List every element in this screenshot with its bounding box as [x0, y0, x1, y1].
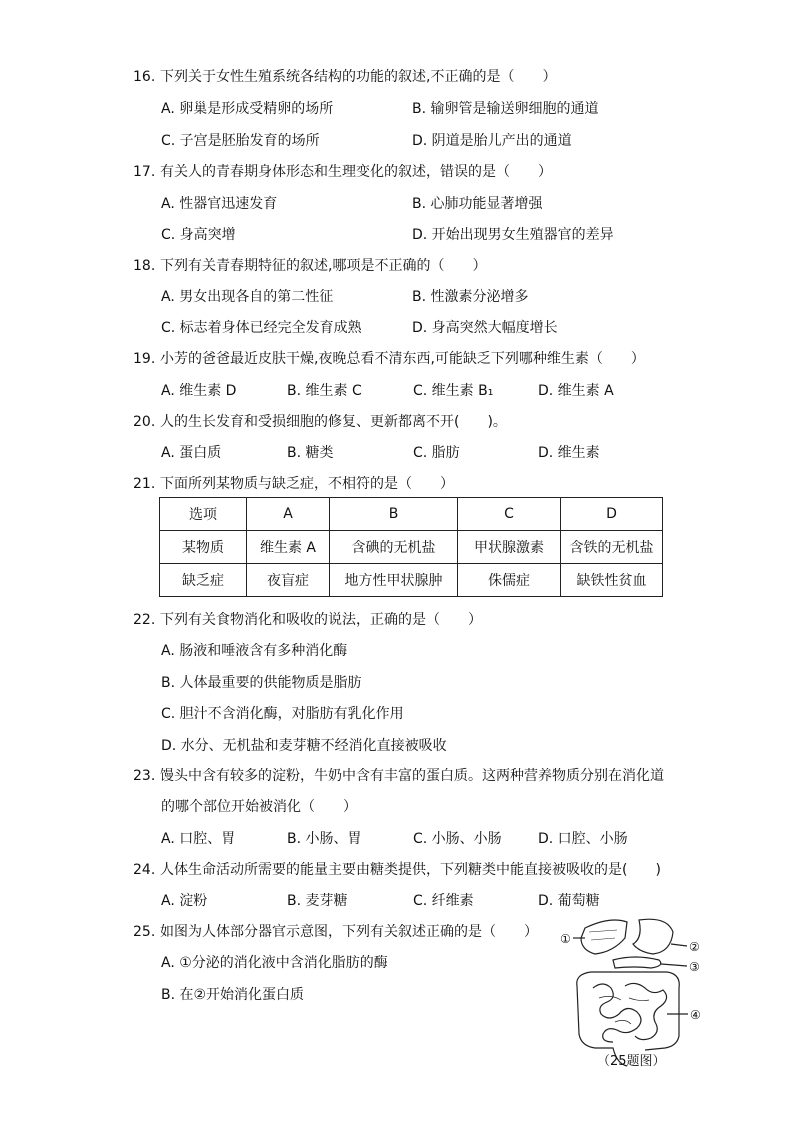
question-number: 20. — [133, 414, 156, 430]
question-stem: 有关人的青春期身体形态和生理变化的叙述，错误的是（ ） — [160, 164, 552, 180]
table-cell: 地方性甲状腺肿 — [330, 564, 458, 597]
table-cell: 缺铁性贫血 — [561, 564, 663, 597]
option-c: C. 维生素 B₁ — [413, 383, 494, 399]
option-d: D. 维生素 — [538, 445, 600, 461]
question-stem-continued: 的哪个部位开始被消化（ ） — [161, 799, 357, 815]
table-cell: 夜盲症 — [247, 564, 330, 597]
option-a: A. ①分泌的消化液中含消化脂肪的酶 — [161, 955, 388, 971]
question-stem: 人的生长发育和受损细胞的修复、更新都离不开( )。 — [160, 414, 507, 430]
table-row — [160, 498, 663, 531]
option-b: B. 在②开始消化蛋白质 — [161, 987, 305, 1003]
stomach-shape — [633, 919, 673, 954]
question-number: 19. — [133, 351, 156, 367]
table-cell: 含铁的无机盐 — [561, 531, 663, 564]
question-stem: 如图为人体部分器官示意图，下列有关叙述正确的是（ ） — [160, 924, 538, 940]
option-d: D. 水分、无机盐和麦芽糖不经消化直接被吸收 — [161, 738, 447, 754]
table-row — [160, 531, 663, 564]
option-b: B. 心肺功能显著增强 — [412, 196, 543, 212]
figure-caption: （25题图） — [597, 1054, 666, 1069]
option-c: C. 脂肪 — [413, 445, 460, 461]
figure-label-3: ③ — [689, 960, 700, 974]
question-stem: 下列关于女性生殖系统各结构的功能的叙述,不正确的是（ ） — [160, 69, 557, 85]
option-c: C. 胆汁不含消化酶，对脂肪有乳化作用 — [161, 706, 404, 722]
table-cell: 甲状腺激素 — [458, 531, 561, 564]
question-number: 21. — [133, 476, 156, 492]
option-a: A. 肠液和唾液含有多种消化酶 — [161, 643, 348, 659]
question-23 — [133, 765, 664, 785]
option-a: A. 蛋白质 — [161, 445, 222, 461]
question-18 — [133, 255, 486, 275]
table-cell: D — [561, 498, 663, 531]
option-d: D. 口腔、小肠 — [538, 831, 628, 847]
table-cell: 缺乏症 — [160, 564, 247, 597]
question-number: 23. — [133, 768, 156, 784]
question-19 — [133, 348, 645, 368]
question-number: 22. — [133, 612, 156, 628]
question-stem: 人体生命活动所需要的能量主要由糖类提供，下列糖类中能直接被吸收的是( ) — [160, 862, 661, 878]
question-number: 18. — [133, 258, 156, 274]
option-b: B. 人体最重要的供能物质是脂肪 — [161, 675, 362, 691]
table-cell: A — [247, 498, 330, 531]
large-intestine-shape — [577, 972, 679, 1050]
option-b: B. 维生素 C — [287, 383, 362, 399]
question-24 — [133, 859, 661, 879]
question-number: 17. — [133, 164, 156, 180]
option-a: A. 淀粉 — [161, 893, 208, 909]
option-b: B. 性激素分泌增多 — [412, 289, 529, 305]
table-cell: 某物质 — [160, 531, 247, 564]
question-21 — [133, 473, 454, 493]
option-a: A. 性器官迅速发育 — [161, 196, 278, 212]
question-stem: 下列有关青春期特征的叙述,哪项是不正确的（ ） — [160, 258, 487, 274]
table-cell: 维生素 A — [247, 531, 330, 564]
table-cell: 侏儒症 — [458, 564, 561, 597]
option-b: B. 糖类 — [287, 445, 334, 461]
option-c: C. 标志着身体已经完全发育成熟 — [161, 320, 362, 336]
question-22 — [133, 609, 482, 629]
table-row — [160, 564, 663, 597]
question-number: 16. — [133, 69, 156, 85]
figure-label-4: ④ — [690, 1008, 701, 1022]
option-c: C. 纤维素 — [413, 893, 474, 909]
option-a: A. 维生素 D — [161, 383, 237, 399]
small-intestine-coil — [593, 984, 641, 1042]
question-stem: 下列有关食物消化和吸收的说法，正确的是（ ） — [160, 612, 482, 628]
question-25 — [133, 921, 538, 941]
question-stem: 馒头中含有较多的淀粉，牛奶中含有丰富的蛋白质。这两种营养物质分别在消化道 — [160, 768, 664, 784]
question-number: 25. — [133, 924, 156, 940]
question-20 — [133, 411, 507, 431]
pancreas-shape — [613, 957, 661, 968]
option-d: D. 阴道是胎儿产出的通道 — [412, 133, 572, 149]
liver-texture — [589, 930, 617, 940]
option-d: D. 维生素 A — [538, 383, 614, 399]
option-b: B. 输卵管是输送卵细胞的通道 — [412, 101, 599, 117]
option-d: D. 身高突然大幅度增长 — [412, 320, 558, 336]
pointer-line — [661, 964, 687, 966]
option-c: C. 小肠、小肠 — [413, 831, 502, 847]
table-cell: B — [330, 498, 458, 531]
option-b: B. 麦芽糖 — [287, 893, 348, 909]
option-d: D. 葡萄糖 — [538, 893, 600, 909]
table-cell: C — [458, 498, 561, 531]
question-number: 24. — [133, 862, 156, 878]
table-cell: 选项 — [160, 498, 247, 531]
question-stem: 下面所列某物质与缺乏症，不相符的是（ ） — [160, 476, 454, 492]
question-stem: 小芳的爸爸最近皮肤干燥,夜晚总看不清东西,可能缺乏下列哪种维生素（ ） — [160, 351, 645, 367]
option-b: B. 小肠、胃 — [287, 831, 362, 847]
option-c: C. 子宫是胚胎发育的场所 — [161, 133, 320, 149]
figure-label-2: ② — [689, 940, 700, 954]
question-17 — [133, 161, 552, 181]
option-a: A. 卵巢是形成受精卵的场所 — [161, 101, 334, 117]
option-a: A. 口腔、胃 — [161, 831, 236, 847]
option-c: C. 身高突增 — [161, 227, 236, 243]
liver-shape — [581, 920, 627, 954]
option-a: A. 男女出现各自的第二性征 — [161, 289, 334, 305]
answer-table — [159, 497, 663, 597]
figure-label-1: ① — [560, 932, 571, 946]
question-16 — [133, 66, 556, 86]
table-cell: 含碘的无机盐 — [330, 531, 458, 564]
option-d: D. 开始出现男女生殖器官的差异 — [412, 227, 614, 243]
pointer-line — [671, 944, 687, 946]
